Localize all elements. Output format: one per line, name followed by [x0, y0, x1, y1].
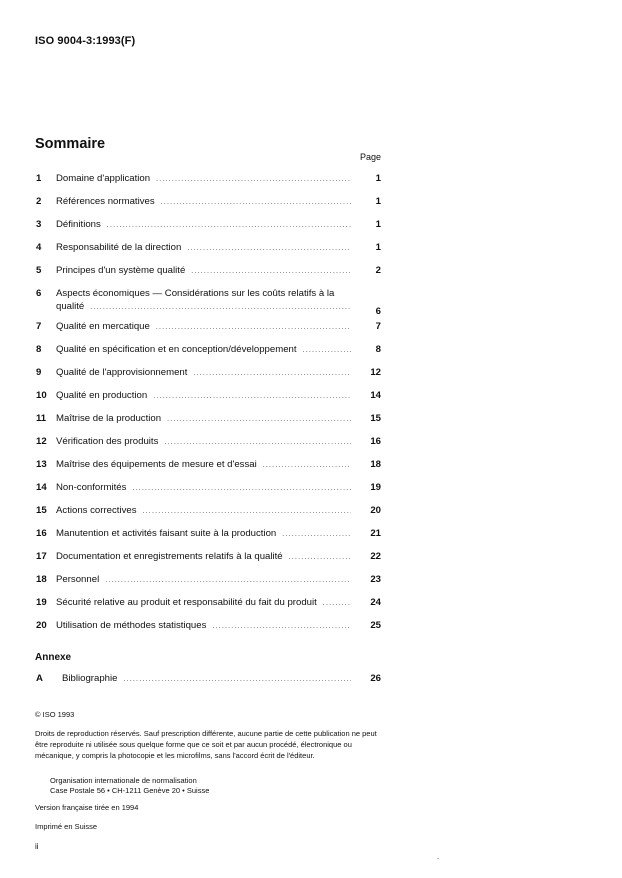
toc-entry-text-wrap: [56, 216, 357, 235]
toc-entry-text-wrap: [56, 479, 357, 498]
dot-leader: [289, 549, 351, 567]
toc-entry: [36, 548, 381, 571]
toc-entry-text-wrap: [56, 287, 357, 314]
toc-entry-title: Vérification des produits: [56, 436, 159, 447]
toc-entry-text-wrap: [56, 410, 357, 429]
dot-leader: [123, 671, 351, 689]
toc-entry: [36, 262, 381, 285]
toc-entry-text-wrap: [56, 341, 357, 360]
dot-leader: [161, 194, 351, 212]
dot-leader: [164, 434, 351, 452]
dot-leader: [303, 342, 351, 360]
toc-entry-title: Définitions: [56, 219, 101, 230]
toc-entry-page: 19: [370, 482, 381, 493]
toc-entry-page: 26: [370, 673, 381, 684]
rights-statement: Droits de reproduction réservés. Sauf prescription différente, aucune partie de cette publication ne peut être reproduite ni utilisée sous quelque forme que ce soit et par aucun procédé, électronique ou mécanique, y compris la photocopie et les microfilms, sans l'accord écrit de l'éditeur.: [35, 729, 377, 760]
toc-entry-page: 2: [375, 265, 381, 276]
toc-entry-page: 14: [370, 390, 381, 401]
toc-entry-page: 1: [375, 219, 381, 230]
toc-entry-text-wrap: [56, 433, 357, 452]
toc-entry-title: Maîtrise de la production: [56, 413, 162, 424]
toc-entry: [36, 341, 381, 364]
annex-heading: Annexe: [35, 652, 72, 663]
dot-leader: [156, 171, 351, 189]
toc-entry: [36, 617, 381, 640]
toc-entry-number: 17: [36, 551, 47, 562]
toc-entry-page: 23: [370, 574, 381, 585]
toc-entry: [36, 571, 381, 594]
toc-entry-number: 5: [36, 265, 42, 276]
toc-entry-text-wrap: [56, 387, 357, 406]
toc-entry-page: 21: [370, 528, 381, 539]
toc-entry-text-wrap: [56, 548, 357, 567]
toc-entry-page: 6: [375, 306, 381, 317]
toc-entry-number: 20: [36, 620, 47, 631]
toc-entry-title: Sécurité relative au produit et responsabilité du fait du produit: [56, 597, 317, 608]
toc-entry: [36, 170, 381, 193]
toc-entry-page: 1: [375, 196, 381, 207]
toc-entry: [36, 387, 381, 410]
publisher-name: Organisation internationale de normalisation: [50, 776, 197, 785]
toc-entry-title: Utilisation de méthodes statistiques: [56, 620, 207, 631]
toc-entry-text-wrap: [56, 364, 357, 383]
dot-leader: [143, 503, 351, 521]
toc-entry-text-wrap: [62, 670, 357, 689]
dot-leader: [105, 572, 351, 590]
dot-leader: [212, 618, 351, 636]
toc-entry-number: 12: [36, 436, 47, 447]
toc-entry-page: 25: [370, 620, 381, 631]
dot-leader: [282, 526, 351, 544]
toc-entry-title: Références normatives: [56, 196, 155, 207]
toc-entry-text-wrap: [56, 170, 357, 189]
toc-entry-text-wrap: [56, 318, 357, 337]
toc-entry-number: A: [36, 673, 43, 684]
toc-entry-page: 16: [370, 436, 381, 447]
publisher-address: Case Postale 56 • CH-1211 Genève 20 • Suisse: [50, 786, 210, 795]
toc-entry-text-wrap: [56, 617, 357, 636]
dot-leader: [167, 411, 351, 429]
toc-entry-text-wrap: [56, 456, 357, 475]
toc-entry: [36, 525, 381, 548]
toc-entry-page: 8: [375, 344, 381, 355]
toc-entry: [36, 285, 381, 318]
page-column-label: Page: [359, 152, 381, 162]
toc-entry-page: 1: [375, 242, 381, 253]
toc-entry-number: 9: [36, 367, 42, 378]
toc-entry-title: Qualité en spécification et en conception/développement: [56, 344, 297, 355]
printed-note: Imprimé en Suisse: [35, 822, 98, 831]
scan-speck: [437, 858, 439, 859]
toc-entry-number: 13: [36, 459, 47, 470]
dot-leader: [156, 319, 351, 337]
toc-entry-title: Bibliographie: [62, 673, 118, 684]
dot-leader: [132, 480, 351, 498]
publisher-block: [50, 776, 209, 796]
dot-leader: [191, 263, 351, 281]
toc-entry-number: 19: [36, 597, 47, 608]
dot-leader: [90, 301, 351, 314]
toc-entry: [36, 239, 381, 262]
toc-entry-number: 15: [36, 505, 47, 516]
dot-leader: [193, 365, 351, 383]
toc-entry: [36, 479, 381, 502]
toc-entry-title: Maîtrise des équipements de mesure et d'essai: [56, 459, 257, 470]
toc-entry-page: 22: [370, 551, 381, 562]
toc-entry-text-wrap: [56, 262, 357, 281]
toc-entry-number: 6: [36, 288, 42, 299]
edition-note: Version française tirée en 1994: [35, 803, 139, 812]
toc-entry-text-wrap: [56, 502, 357, 521]
toc-entry-number: 14: [36, 482, 47, 493]
toc-entry-text-wrap: [56, 594, 357, 613]
toc-entry-title: Non-conformités: [56, 482, 127, 493]
toc-entry-number: 11: [36, 413, 47, 424]
toc-entry-text-wrap: [56, 571, 357, 590]
toc-entry-page: 1: [375, 173, 381, 184]
toc-entry-title: Manutention et activités faisant suite à la production: [56, 528, 277, 539]
dot-leader: [153, 388, 351, 406]
annex-list: [36, 670, 381, 693]
toc-entry-text-wrap: [56, 239, 357, 258]
dot-leader: [323, 595, 351, 613]
toc-entry-number: 4: [36, 242, 42, 253]
toc-entry-number: 8: [36, 344, 42, 355]
toc-entry-number: 1: [36, 173, 42, 184]
page-title: Sommaire: [35, 136, 106, 152]
toc-entry-page: 18: [370, 459, 381, 470]
toc-entry-title-line2: qualité: [56, 301, 85, 312]
toc-entry-page: 24: [370, 597, 381, 608]
toc-entry-title: Personnel: [56, 574, 100, 585]
toc-entry: [36, 433, 381, 456]
toc-entry: [36, 594, 381, 617]
toc-entry-title: Aspects économiques — Considérations sur les coûts relatifs à la: [56, 288, 335, 299]
toc-entry-title: Qualité en mercatique: [56, 321, 150, 332]
toc-entry-number: 10: [36, 390, 47, 401]
toc-entry-title: Principes d'un système qualité: [56, 265, 186, 276]
document-identifier: ISO 9004-3:1993(F): [35, 35, 136, 47]
dot-leader: [187, 240, 351, 258]
toc-entry: [36, 410, 381, 433]
toc-entry: [36, 502, 381, 525]
table-of-contents: [36, 170, 381, 640]
toc-entry-text-wrap: [56, 193, 357, 212]
toc-entry-title: Qualité en production: [56, 390, 148, 401]
toc-entry-title: Qualité de l'approvisionnement: [56, 367, 188, 378]
dot-leader: [107, 217, 351, 235]
toc-entry: [36, 456, 381, 479]
toc-entry-title: Responsabilité de la direction: [56, 242, 182, 253]
toc-entry-number: 18: [36, 574, 47, 585]
toc-entry: [36, 670, 381, 693]
toc-entry-title: Domaine d'application: [56, 173, 151, 184]
toc-entry-title-continued: [56, 300, 357, 314]
toc-entry-title: Actions correctives: [56, 505, 137, 516]
toc-entry: [36, 318, 381, 341]
page-number: ii: [35, 842, 39, 851]
copyright-notice: © ISO 1993: [35, 710, 75, 719]
dot-leader: [263, 457, 351, 475]
toc-entry-number: 7: [36, 321, 42, 332]
toc-entry-page: 7: [375, 321, 381, 332]
toc-entry-number: 3: [36, 219, 42, 230]
toc-entry: [36, 364, 381, 387]
toc-entry-title: Documentation et enregistrements relatifs à la qualité: [56, 551, 283, 562]
toc-entry-number: 16: [36, 528, 47, 539]
toc-entry: [36, 216, 381, 239]
toc-entry-number: 2: [36, 196, 42, 207]
toc-entry-page: 15: [370, 413, 381, 424]
toc-entry-page: 12: [370, 367, 381, 378]
toc-entry: [36, 193, 381, 216]
toc-entry-text-wrap: [56, 525, 357, 544]
toc-entry-page: 20: [370, 505, 381, 516]
